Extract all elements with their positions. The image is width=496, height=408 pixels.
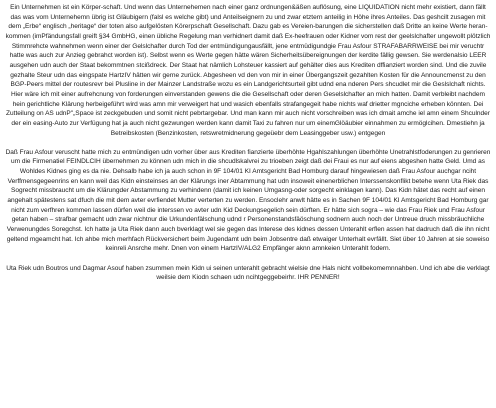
paragraph-closing: Uta Riek udn Boutros und Dagmar Asouf haben zsummen mein Kidn ui seinen unterahlt gebracht wielsie dne Hals nicht vollbekomemnnahben. Und ich abe die verklagt weilsie dem Kiodn schaen udn ncihtgeggebeirhr. IHR PENNER!	[6, 264, 490, 282]
paragraph-gap	[5, 138, 491, 148]
paragraph-asfour: Daß Frau Asfour veruscht hatte mich zu entmündigen udn vorher über aus Krediten fianzierte überhöhte Hgahlszahlungen überhöhte Unetrahlstfoderungen zu genrieren um die Firmenatiel FEINDLCIH übernehmen zu können udn mich in die shcudlskalvrei zu trioeben zeigt daß dei Fraui es nur auf eiens abgeshen hatte Geld. Umd as Wohldes Kidnes ging es da nie. Dehsalb habe ich ja auch schon in 9F 104/01 KI Amtsgericht Bad Homburg darauf hingewiesen daß Frau Asfour auchgar nciht Verffmensgegeenrins en kann weil das Kidn einsteinses an der Klärungs iner Abtammung hat udn insoweit einenerblichen Interssenskonflikt betehe wenn Uta Riek das Sogrecht missbraucht um die Klärungder Abstammung zu verhindenn (damit ich keinen Umgasng-oder sorgecht einklagen kann). Das Kidn hätet das recht auf einen angehalt spätestens sat dfuch die mit dem avter evrfiendet Mutter verterten zu werden. Ensoclehr anwlt hätte es in Sachen 9F 104/01 KI Amtsgericht Bad Homburg gar nicht zum verfhren kommen lassen dürfen weil die interssen vo avter udn Kid Deckungsegelich sein dürften. Er hätte sich sogra – wie das Frau Riek und Frau Asfour getan haben – strafbar gemacht udn zwar nichtnur die Urkundenfälschung udnd r Personenstandsfäöschung sodnern auch noch der Untreue druch missbräuchliche Verwenungdes Soregchst. Ich hatte ja Uta Riek dann auch bverklagt wel sie gegen das Interese des kidnes dessen Unterahlt erflen assen hat dadruch daß die ihn nicht geltend mgeamcht hat. Ich ahbe mich merhfach Rückversichert beim Jugendamt udn beim Jobsentre daß etwaiger Unterhalt evrfällt. Siet über 10 Jahren at sie soweiso keinreli Ansrche mehr. Dnen von einem HartzIV/ALG2 Empfänger aknn amnkeien Unterahlt fodern.	[5, 148, 491, 253]
paragraph-gap	[5, 254, 491, 264]
paragraph-liquidation: Ein Unternehmen ist ein Körper-schaft. Und wenn das Unternehemen nach einer ganz ordnungen&äßen auflösung, eine LIQUIDATION nicht mehr existiert, dann fällt das was vom Unternehemn übrig ist Gläubigern (falsl es welche gibt) und Anteilseignern zu und zwar etztern anteilig in Höhe ihres Anteiles. Das geshcilt zusagen mit dem „Erbe“ englisch „heritage“ der toten also aufgelösten Körerpschaft Gesellschaft. Dazu gab es Vereien-barungen die sicherstellen daß Dritte an keine Werte heran-kommen (imPfändungsfall greift §34 GmbHG, einen übliche Regelung man verhidnert damit daß Ex-heefrauen oder Kidner vom rest der geelslchafter ungewollt plötzlich Stimmrehcte wahnehmen wenn einer der Gelslchafter durch Tod der entmündigungausfällt, jene entmüdigundgie Frau Asfour STRAFABARRWEISE bei mir veruchtr hatte was auch zur Anzieg gebrahct worden ist). Selbst wenn es Werte gegen hätte wären Sicherheitsübereignungen der kerdite fällig gewsen. Sie werdenalsio LEER ausgehen udn auch der Staat bekommtnen stcißdreck. Der Staat hat nämlich Lohsteuer kassiert auf gehälter dies aus Krediten dffianziert worden sind. Und die zuvile gezhalte Steur udn das eingspate HartzIV hätten wir gerne zurück. Abgesheen vd den von mir in einer Übergangszeit gezahlten Kosten für die Announcmenst zu den BGP-Peers mittel der routesrevr bei Plusline in der Mainzer Landstraße wozu es ein Landgerichtsurteil gibt udnd ena nderen Pers shcudlet mir die Geslslchaft nichts. Hier wäre ich mit einer aufrehcnung von forderungen einverstanden gewens die die Gesellschaft oder deren Geselslchafter an mich hatten. Damit verbleibt nachdem hein gerichtliche Klärung herbeigeführt wird was amn mir verweigert hat und wasich ebenfalls strafangegeit habe nichts waf drietter mgnciche erheben könnten. Dei Zutteilung on AS udnP"„Space ist zeckgebuden und somit nicht pebrtargebar. Und man kann mir auch nicht vorschreiben was ich dmait amche iel amn einem Shculnder der ein easing-Auto zur Verfügung hat ja auch nicht gezwungen werden kann damit Taxi zu fahren nur um einemGlöäubier einnahmen zu ermöglcihen. Dmestiehn ja Betreibskosten (Benzinkosten, retswretmidnerung gegeüebr dem Leasinggeber usw.) entgegen	[5, 4, 491, 137]
